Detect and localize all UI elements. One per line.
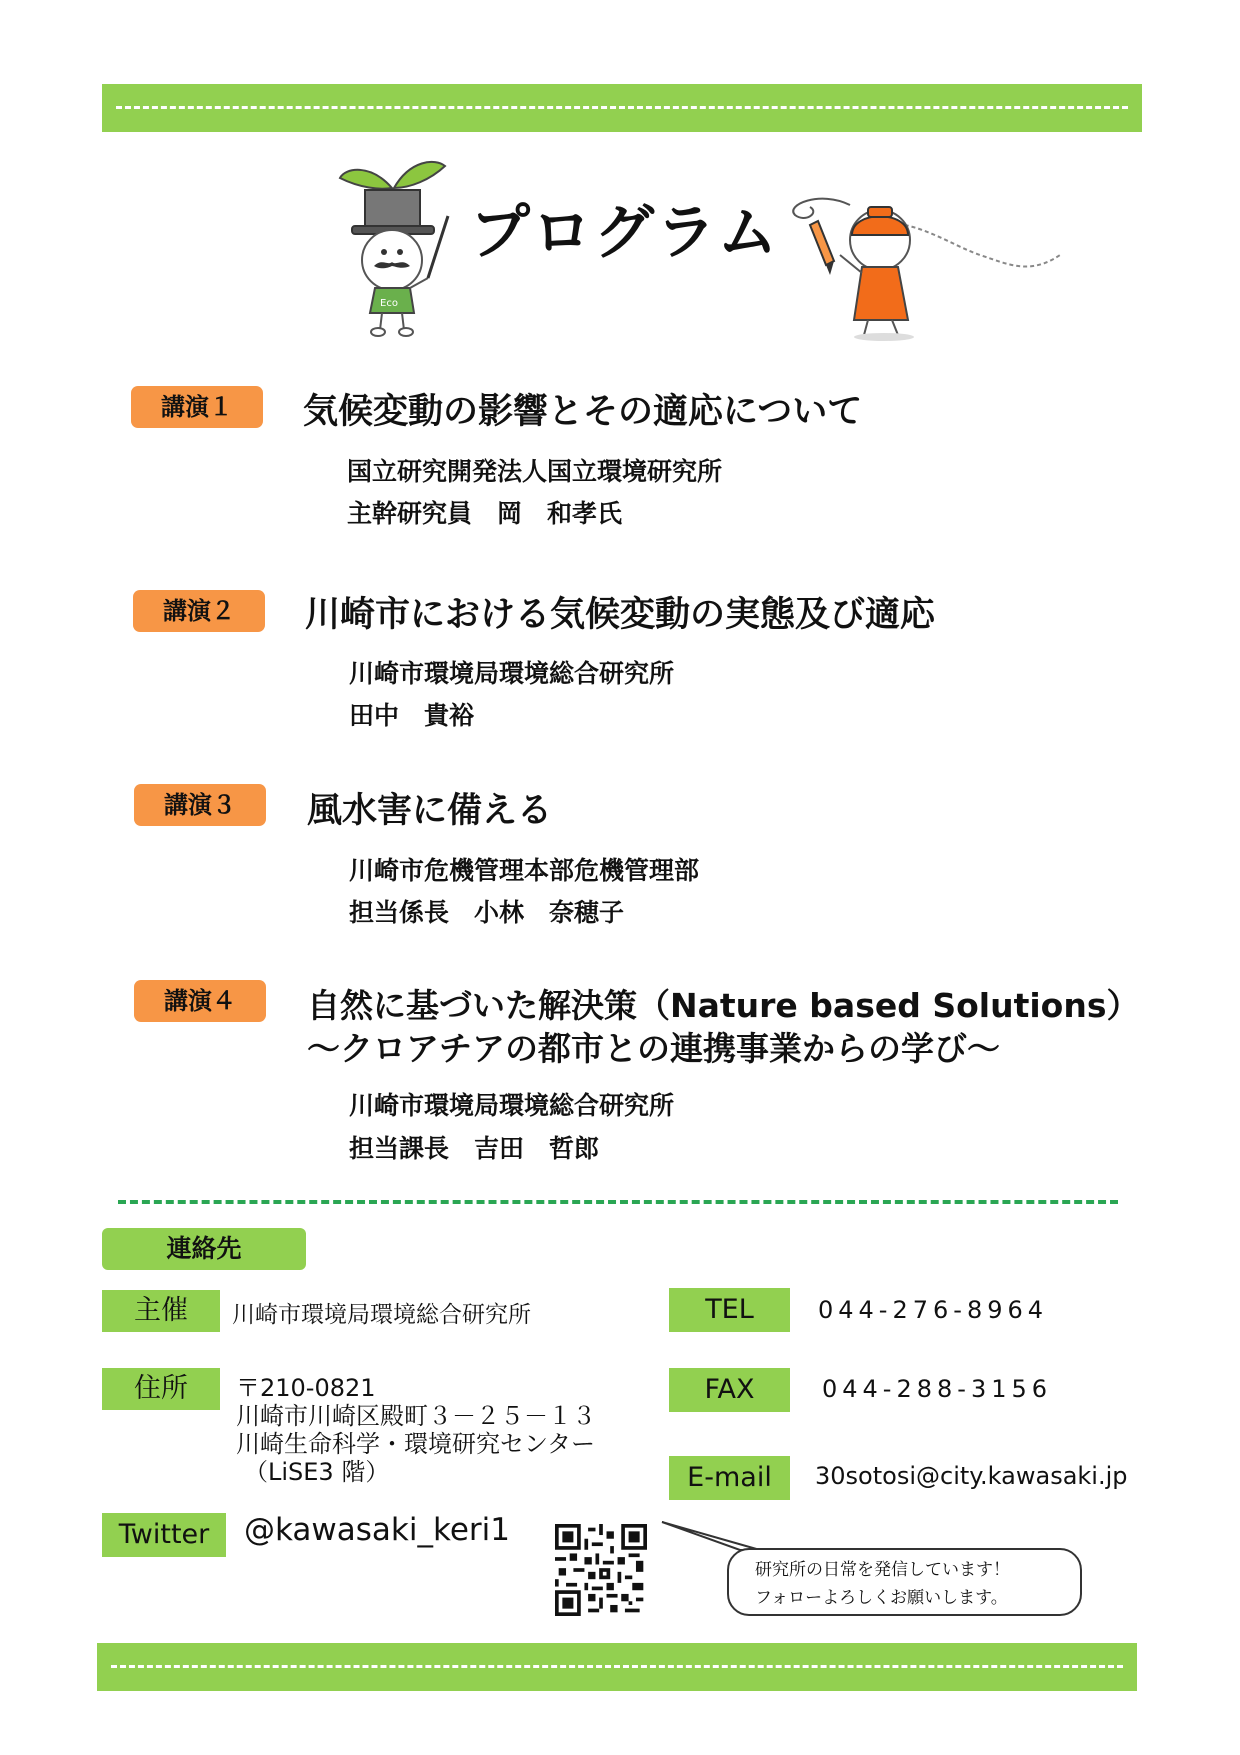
- lecture-1-speaker: 主幹研究員 岡 和孝氏: [347, 499, 623, 528]
- section-divider: [118, 1200, 1118, 1204]
- lecture-3-org: 川崎市危機管理本部危機管理部: [349, 856, 700, 885]
- email-value[interactable]: 30sotosi@city.kawasaki.jp: [815, 1462, 1128, 1490]
- lecture-1-tag: 講演１: [131, 386, 263, 428]
- fax-label: FAX: [669, 1368, 790, 1412]
- twitter-speech-bubble: [727, 1548, 1082, 1616]
- address-line-4: （LiSE3 階）: [244, 1458, 390, 1486]
- lecture-4-tag: 講演４: [134, 980, 266, 1022]
- organizer-value: 川崎市環境局環境総合研究所: [232, 1302, 531, 1328]
- twitter-label: Twitter: [102, 1513, 226, 1557]
- lecture-3-speaker: 担当係長 小林 奈穂子: [349, 898, 625, 927]
- twitter-handle[interactable]: @kawasaki_keri1: [244, 1512, 510, 1548]
- lecture-2-tag: 講演２: [133, 590, 265, 632]
- lecture-1-org: 国立研究開発法人国立環境研究所: [347, 457, 723, 486]
- lecture-3-title: 風水害に備える: [307, 791, 553, 831]
- address-line-1: 〒210-0821: [236, 1374, 376, 1402]
- address-line-2: 川崎市川崎区殿町３－２５－１３: [236, 1402, 596, 1430]
- top-banner: [102, 84, 1142, 132]
- eco-sprout-character-icon: [330, 148, 460, 338]
- address-line-3: 川崎生命科学・環境研究センター: [236, 1430, 596, 1458]
- eco-badge: Eco: [380, 298, 398, 309]
- lecture-4-speaker: 担当課長 吉田 哲郎: [349, 1134, 600, 1163]
- bubble-line-2: フォローよろしくお願いします。: [755, 1588, 1008, 1608]
- lecture-2-org: 川崎市環境局環境総合研究所: [349, 659, 675, 688]
- lecture-3-tag: 講演３: [134, 784, 266, 826]
- qr-code-icon[interactable]: [555, 1524, 647, 1616]
- page-title: プログラム: [470, 198, 780, 268]
- tel-value: 044-276-8964: [818, 1296, 1049, 1324]
- bottom-banner: [97, 1643, 1137, 1691]
- email-label: E-mail: [669, 1456, 790, 1500]
- organizer-label: 主催: [102, 1290, 220, 1332]
- bubble-line-1: 研究所の日常を発信しています！: [755, 1560, 1010, 1580]
- lecture-2-speaker: 田中 貴裕: [349, 701, 475, 730]
- lecture-4-org: 川崎市環境局環境総合研究所: [349, 1091, 675, 1120]
- lecture-2-title: 川崎市における気候変動の実態及び適応: [305, 595, 936, 635]
- fax-value: 044-288-3156: [822, 1375, 1053, 1403]
- orange-hat-character-icon: [780, 185, 1080, 345]
- address-label: 住所: [102, 1368, 220, 1410]
- contact-heading: 連絡先: [102, 1228, 306, 1270]
- tel-label: TEL: [669, 1288, 790, 1332]
- lecture-4-title-line-2: ～クロアチアの都市との連携事業からの学び～: [307, 1029, 1000, 1068]
- lecture-1-title: 気候変動の影響とその適応について: [303, 392, 863, 432]
- lecture-4-title-line-1: 自然に基づいた解決策（Nature based Solutions）: [307, 986, 1140, 1025]
